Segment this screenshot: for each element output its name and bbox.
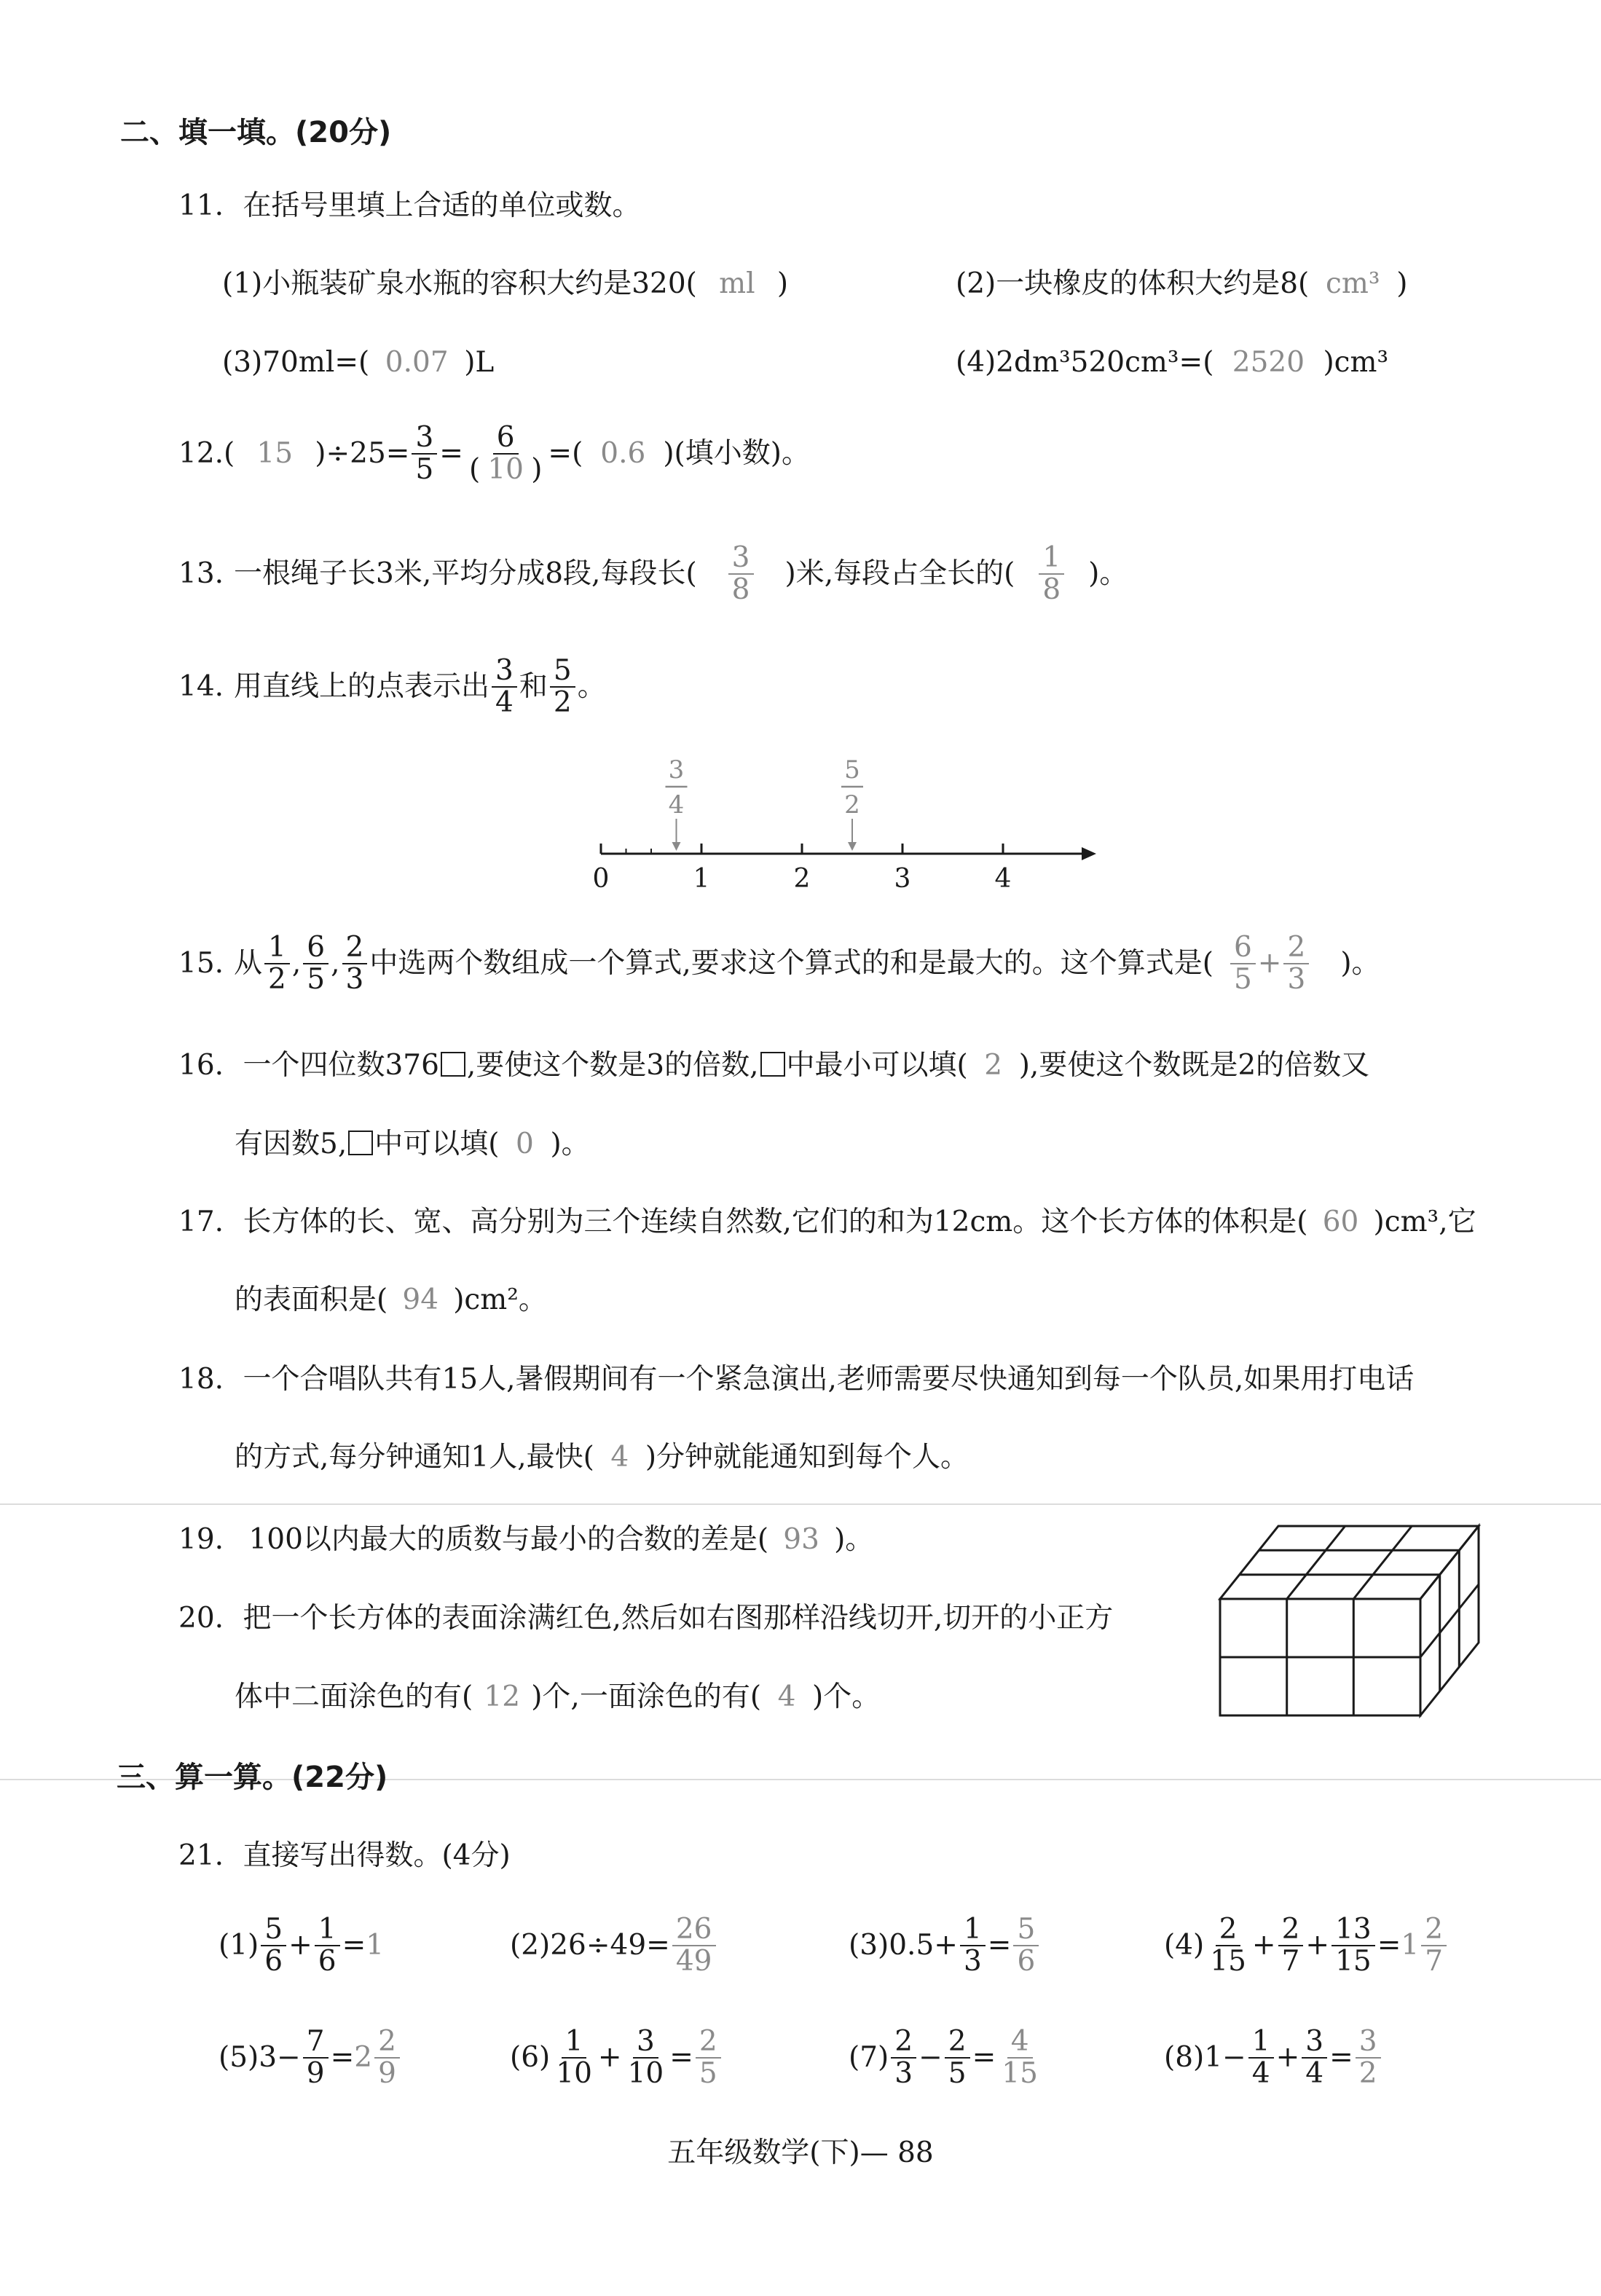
divider-line: [0, 1503, 1601, 1505]
answer: 4: [777, 1680, 796, 1713]
answer-fraction: $\frac{2}{5}$: [696, 2026, 721, 2089]
answer-fraction: 3 8: [728, 543, 754, 605]
down-arrow-icon: [848, 842, 857, 851]
section-title: 二、填一填。(20分): [120, 116, 392, 149]
question-number: 20.: [178, 1602, 224, 1635]
answer-fraction: $\frac{26}{49}$: [672, 1914, 716, 1977]
answer: 10: [487, 453, 524, 486]
fraction: 2 3: [342, 932, 368, 995]
question-20: 20. 把一个长方体的表面涂满红色,然后如右图那样沿线切开,切开的小正方: [178, 1602, 1114, 1635]
tick-label: 2: [793, 864, 811, 894]
question-16-line2: 有因数5, 中可以填( 0 )。: [235, 1124, 590, 1165]
answer: 1: [1401, 1929, 1420, 1962]
question-number: 19.: [178, 1523, 224, 1556]
answer: 0.07: [385, 346, 449, 379]
answer: 94: [402, 1283, 439, 1316]
question-12: 12. ( 15 )÷25= $\frac{3}{5}$ = $\frac{6}{( 10 )}$ =( 0.6 )(填小数)。: [178, 421, 810, 486]
arrow-icon: [1082, 847, 1096, 860]
number-line: [568, 750, 1107, 903]
number-line-point: [841, 755, 863, 851]
point-numerator: 5: [844, 755, 860, 785]
calc-item-7: (7) 2 3 − $\frac{2}{5}$ = $\frac{4}{15}$: [849, 2026, 1044, 2089]
fraction: 6 5: [303, 932, 329, 995]
fraction: $\frac{3}{5}$: [412, 422, 437, 485]
question-number: 21.: [178, 1839, 224, 1872]
tick-label: 3: [894, 864, 911, 894]
answer: 60: [1322, 1206, 1359, 1238]
question-19: 19. 100以内最大的质数与最小的合数的差是( 93 )。: [178, 1519, 873, 1560]
question-number: 13.: [178, 557, 224, 590]
answer: 93: [783, 1523, 819, 1556]
q11-part1: (1)小瓶装矿泉水瓶的容积大约是320( ml ): [222, 264, 788, 304]
question-21: 21. 直接写出得数。(4分): [178, 1839, 511, 1872]
number-line-ticks: [593, 844, 1012, 894]
cuboid-figure: [1209, 1515, 1530, 1726]
question-14: 14. 用直线上的点表示出 3 4 和 5 2 。: [178, 654, 606, 719]
answer: ml: [719, 267, 755, 300]
q11-part4: (4)2dm³520cm³=( 2520 )cm³: [956, 342, 1388, 383]
answer: 15: [256, 437, 294, 470]
answer: 4: [610, 1441, 629, 1474]
point-denominator: 4: [668, 790, 685, 819]
question-18-line2: 的方式,每分钟通知1人,最快( 4 )分钟就能通知到每个人。: [235, 1437, 969, 1478]
fraction: 5 2: [550, 656, 575, 718]
calc-item-6: (6) 1 10 + $\frac{3}{10}$ = $\frac{2}{5}$: [510, 2026, 723, 2089]
question-text: 在括号里填上合适的单位或数。: [243, 189, 641, 222]
question-number: 18.: [178, 1363, 224, 1396]
answer-fraction: $\frac{3}{2}$: [1356, 2026, 1381, 2089]
calc-item-3: (3)0.5+ $\frac{1}{3}$ = $\frac{5}{6}$: [849, 1914, 1041, 1977]
question-15: 15. 从 1 2 , 6 5 , 2 3 中选两个数组成一个算式,要求这个算式的和是最大的。这个算式是( 6 5 + $\frac{2}{3}$ )。: [178, 931, 1380, 996]
blank-box: [441, 1052, 465, 1077]
question-13: 13. 一根绳子长3米,平均分成8段,每段长( 3 8 )米,每段占全长的( 1 8 )。: [178, 541, 1128, 606]
calc-item-2: (2)26÷49= $\frac{26}{49}$: [510, 1914, 718, 1977]
fraction: 3 4: [492, 656, 517, 718]
answer-fraction: $\frac{4}{15}$: [1002, 2025, 1038, 2090]
question-17: 17. 长方体的长、宽、高分别为三个连续自然数,它们的和为12cm。这个长方体的体积是( 60 )cm³,它: [178, 1202, 1476, 1243]
question-16: 16. 一个四位数376 ,要使这个数是3的倍数, 中最小可以填( 2 ),要使这个数既是2的倍数又: [178, 1045, 1369, 1086]
answer: 12: [484, 1680, 521, 1713]
calc-item-4: (4) 2 15 + $\frac{2}{7}$ + $\frac{13}{15}$ = 1 2 7: [1164, 1914, 1449, 1977]
question-number: 11.: [178, 189, 224, 222]
calc-item-5: (5)3− $\frac{7}{9}$ = 2 2 9: [219, 2026, 402, 2089]
answer-fraction: 2 7: [1421, 1914, 1447, 1977]
question-number: 14.: [178, 670, 224, 703]
answer: 0.6: [600, 437, 646, 470]
number-line-point: [666, 755, 688, 851]
question-11: [178, 186, 640, 227]
answer: 1: [366, 1929, 385, 1962]
answer: 2: [354, 2041, 373, 2074]
q11-part2: (2)一块橡皮的体积大约是8( cm³ ): [956, 264, 1408, 304]
point-denominator: 2: [844, 790, 860, 819]
calc-item-8: (8)1− $\frac{1}{4}$ + $\frac{3}{4}$ = $\frac{3}{2}$: [1164, 2026, 1383, 2089]
question-18: 18. 一个合唱队共有15人,暑假期间有一个紧急演出,老师需要尽快通知到每一个队员,如果用打电话: [178, 1363, 1415, 1396]
section-title: 三、算一算。(22分): [117, 1761, 388, 1794]
page-footer: 五年级数学(下)— 88: [667, 2136, 934, 2169]
answer-fraction: 1 8: [1039, 543, 1064, 605]
point-numerator: 3: [668, 755, 685, 785]
tick-label: 1: [693, 864, 710, 894]
answer: 2: [984, 1049, 1003, 1082]
fraction: 1 2: [264, 932, 290, 995]
answer-fraction: 2 9: [374, 2026, 400, 2089]
answer-fraction: 6 5: [1230, 932, 1256, 995]
question-number: 17.: [178, 1206, 224, 1238]
blank-box: [760, 1052, 785, 1077]
down-arrow-icon: [672, 842, 681, 851]
number-line-marks: [666, 755, 864, 851]
answer: 0: [516, 1128, 534, 1160]
answer: cm³: [1326, 267, 1380, 300]
answer: 2520: [1232, 346, 1305, 379]
blank-box: [348, 1131, 373, 1155]
question-number: 16.: [178, 1049, 224, 1082]
tick-label: 4: [994, 864, 1012, 894]
answer-fraction: $\frac{2}{3}$: [1283, 932, 1309, 995]
calc-item-1: (1) 5 6 + $\frac{1}{6}$ = 1: [219, 1913, 385, 1978]
question-17-line2: 的表面积是( 94 )cm²。: [235, 1280, 547, 1321]
fraction: $\frac{6}{( 10 )}$: [468, 421, 543, 486]
tick-label: 0: [592, 864, 610, 894]
question-20-line2: 体中二面涂色的有( 12 )个,一面涂色的有( 4 )个。: [235, 1677, 880, 1718]
answer-fraction: $\frac{5}{6}$: [1013, 1914, 1039, 1977]
question-number: 15.: [178, 947, 224, 980]
question-number: 12.: [178, 437, 224, 470]
q11-part3: (3)70ml=( 0.07 )L: [222, 342, 494, 383]
